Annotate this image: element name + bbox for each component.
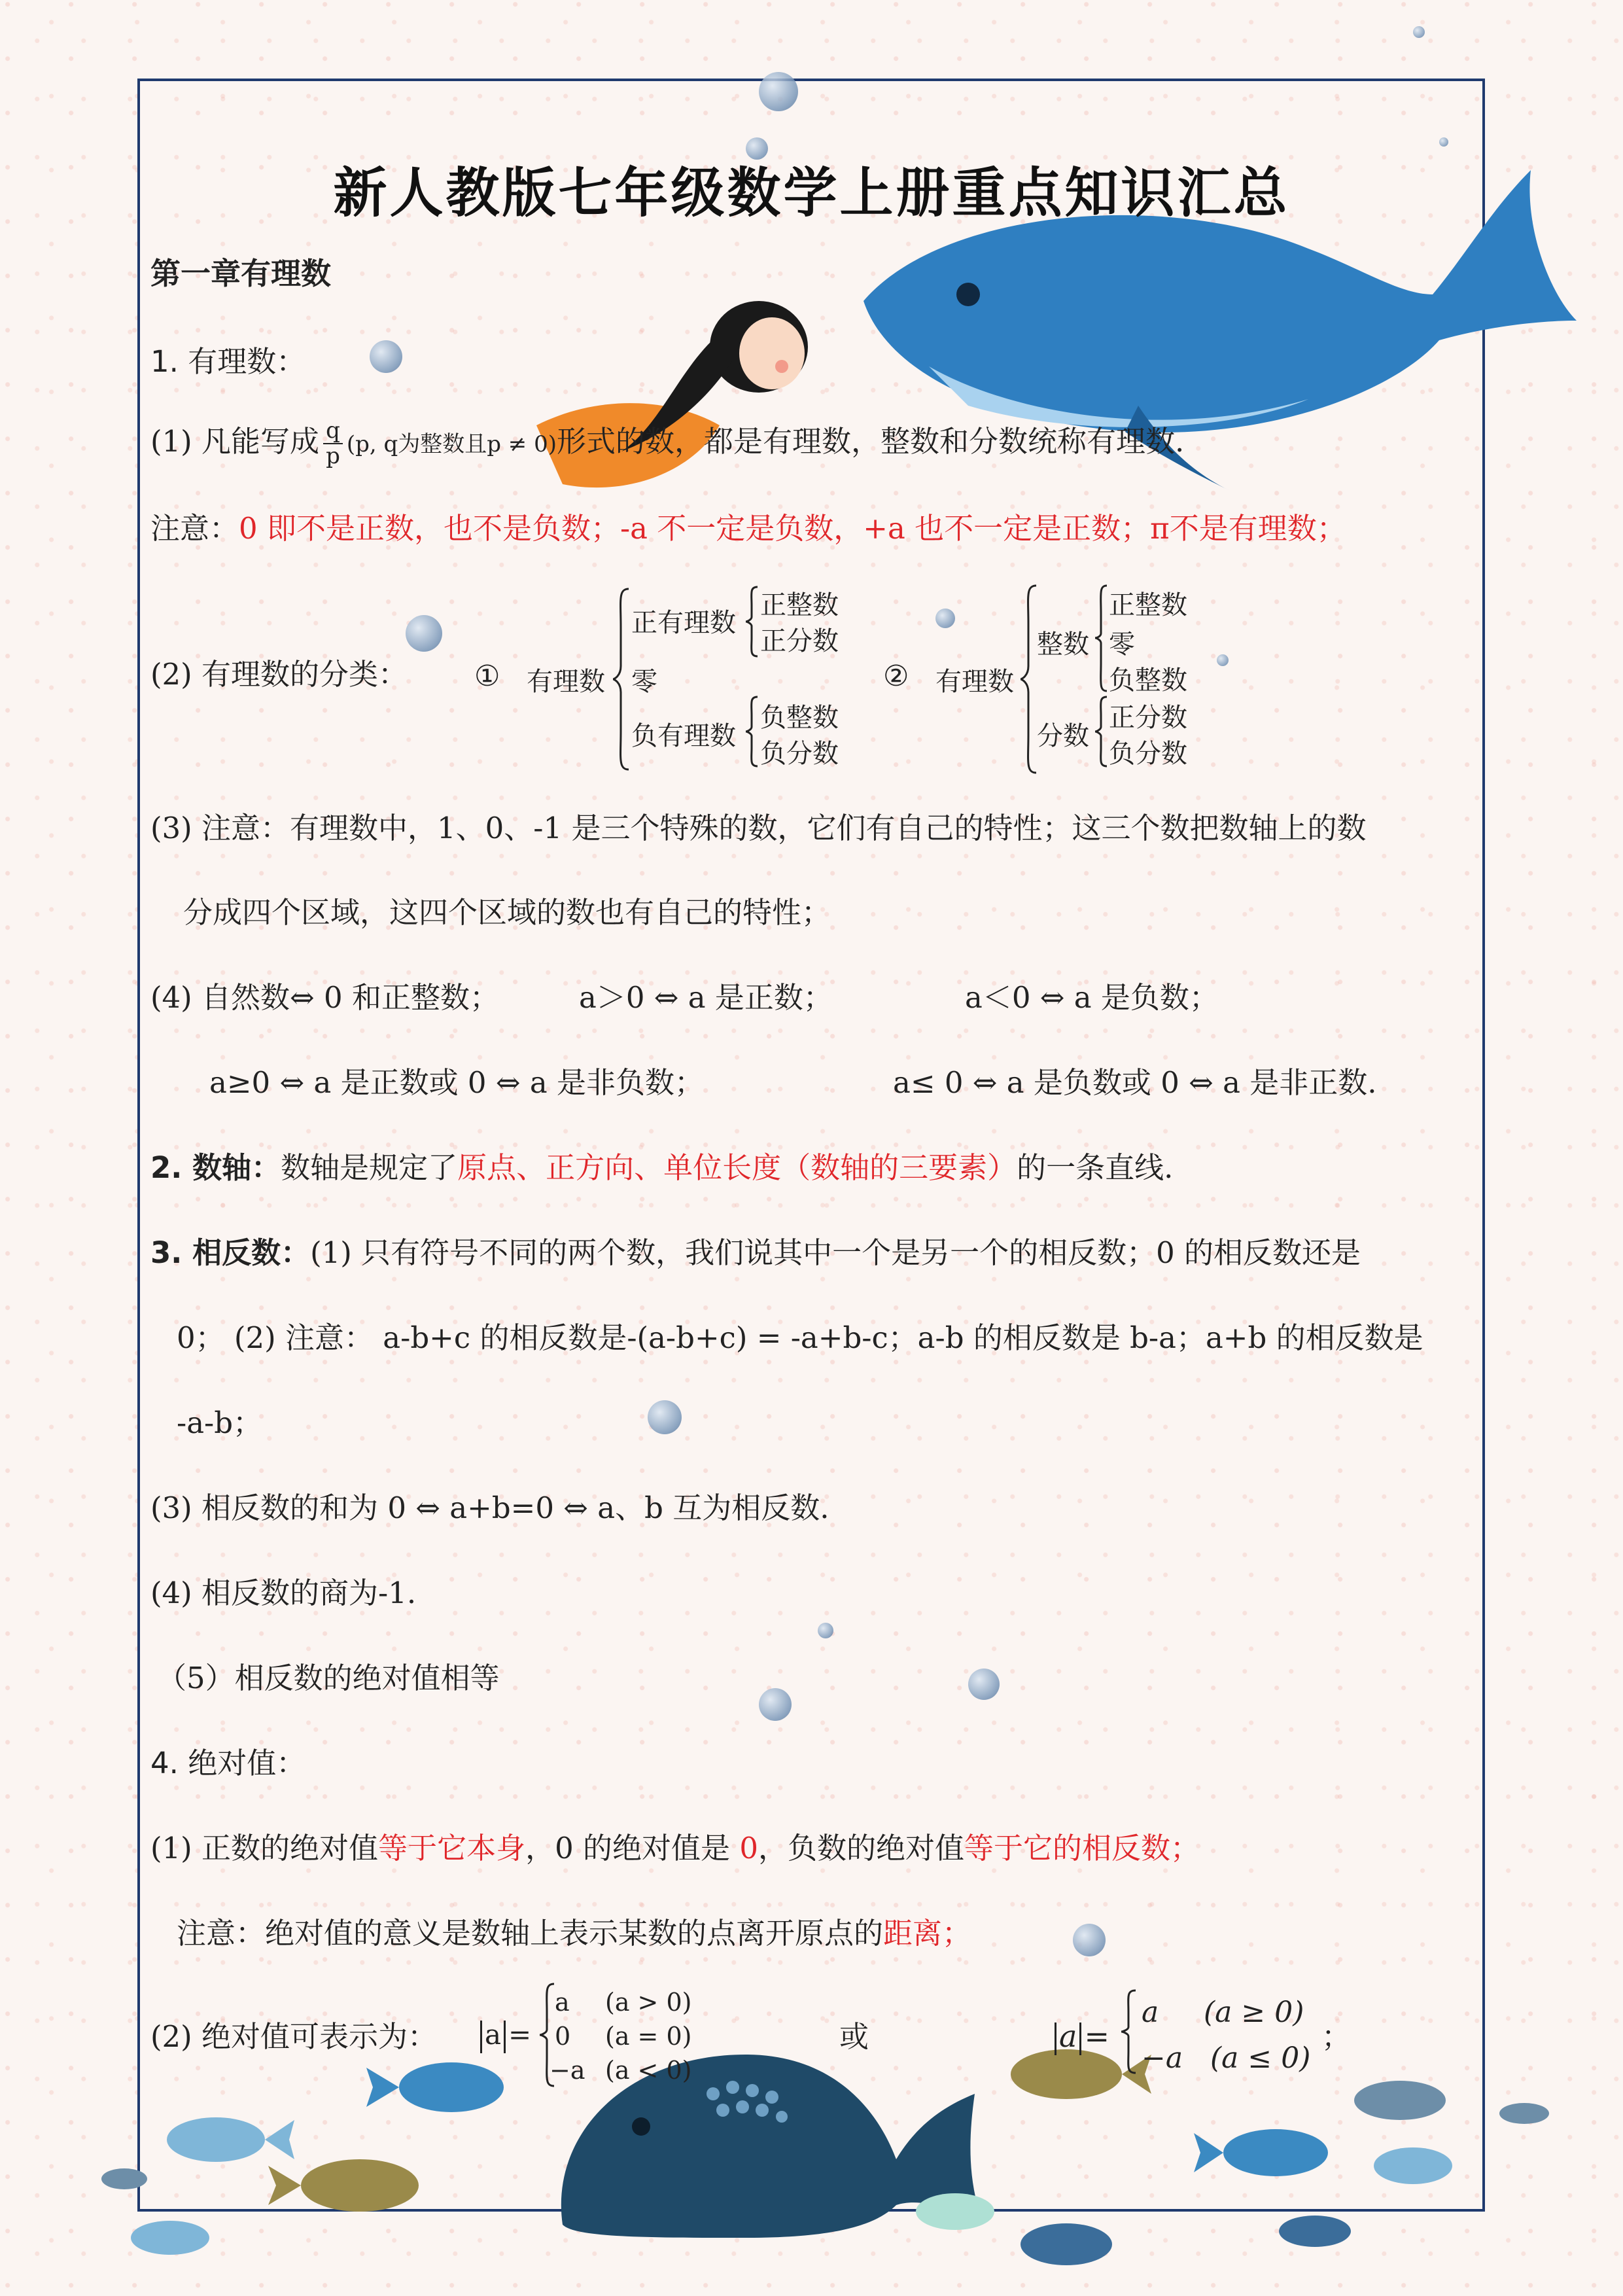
bubble-decoration	[1073, 1924, 1106, 1956]
classification-item: 负有理数	[631, 721, 736, 751]
bubble-decoration	[759, 1688, 792, 1721]
bubble-decoration	[818, 1623, 833, 1638]
variable: a	[1059, 2019, 1077, 2054]
bubble-decoration	[1439, 137, 1448, 147]
bubble-decoration	[370, 340, 402, 373]
text: 注意：绝对值的意义是数轴上表示某数的点离开原点的	[177, 1916, 884, 1951]
highlight-text: 距离；	[883, 1916, 972, 1951]
or-text: 或	[839, 2019, 869, 2054]
highlight-text: 0	[739, 1831, 758, 1865]
formula-value: 0	[555, 2022, 571, 2051]
paragraph: （5）相反数的绝对值相等	[157, 1661, 500, 1695]
classification-item: 负分数	[760, 739, 839, 769]
text: ，0 的绝对值是	[525, 1831, 740, 1865]
text: 的一条直线.	[1017, 1150, 1174, 1185]
section-heading: 1. 有理数：	[150, 344, 306, 379]
brace-icon	[1120, 1989, 1137, 2074]
paragraph: a＞0 ⇔ a 是正数；	[579, 980, 833, 1015]
formula-condition: (a = 0)	[605, 2022, 692, 2051]
formula-condition: (a > 0)	[605, 1988, 692, 2017]
bubble-decoration	[968, 1669, 1000, 1700]
paragraph: (2) 绝对值可表示为：	[150, 2019, 438, 2054]
classification-item: 零	[1109, 629, 1135, 660]
bubble-decoration	[648, 1400, 682, 1434]
classification-root: 有理数	[527, 667, 605, 697]
text: (1) 正数的绝对值	[150, 1831, 379, 1865]
classification-item: 负整数	[1109, 665, 1187, 696]
text: 形式的数，都是有理数，整数和分数统称有理数.	[557, 423, 1185, 459]
page-title: 新人教版七年级数学上册重点知识汇总	[333, 162, 1290, 224]
paragraph: (3) 注意：有理数中，1、0、-1 是三个特殊的数，它们有自己的特性；这三个数把数轴上的数	[150, 811, 1367, 845]
bubble-decoration	[935, 609, 955, 628]
classification-item: 正分数	[1109, 703, 1187, 733]
girl-illustration	[523, 275, 850, 523]
semicolon: ；	[1321, 2019, 1352, 2054]
paragraph: 分成四个区域，这四个区域的数也有自己的特性；	[183, 895, 831, 930]
brace-icon	[1019, 584, 1039, 774]
classification-number: ①	[474, 660, 500, 693]
classification-item: 分数	[1037, 721, 1089, 751]
chapter-heading: 第一章有理数	[150, 256, 331, 291]
bubble-decoration	[406, 615, 442, 652]
text: 数轴是规定了	[281, 1150, 458, 1185]
note-label: 注意：	[150, 511, 239, 546]
classification-root: 有理数	[935, 667, 1014, 697]
paragraph: a≤ 0 ⇔ a 是负数或 0 ⇔ a 是非正数.	[893, 1065, 1377, 1100]
formula-value: −a	[550, 2056, 585, 2085]
brace-icon	[744, 586, 759, 658]
note-line	[150, 511, 1346, 546]
paragraph	[177, 1916, 972, 1951]
highlight-text: 等于它的相反数；	[964, 1831, 1200, 1865]
condition-text: (p, q为整数且p ≠ 0)	[346, 431, 557, 457]
paragraph: a＜0 ⇔ a 是负数；	[965, 980, 1219, 1015]
formula-value: −a	[1142, 2041, 1183, 2075]
formula-value: a	[1142, 1996, 1159, 2029]
classification-item: 正整数	[760, 590, 839, 620]
paragraph: (3) 相反数的和为 0 ⇔ a+b=0 ⇔ a、b 互为相反数.	[150, 1491, 829, 1525]
classification-item: 整数	[1037, 629, 1089, 660]
bubble-decoration	[1217, 654, 1229, 666]
text: ，负数的绝对值	[758, 1831, 964, 1865]
variable: a	[485, 2019, 502, 2051]
classification-item: 负分数	[1109, 739, 1187, 769]
highlight-text: 等于它本身	[378, 1831, 526, 1865]
abs-formula-lhs: a =	[1052, 2019, 1109, 2055]
brace-icon	[744, 696, 759, 768]
formula-condition: (a ≥ 0)	[1204, 1996, 1304, 2029]
fraction-numerator: q	[323, 419, 343, 444]
paragraph: (4) 相反数的商为-1.	[150, 1576, 417, 1610]
classification-item: 正有理数	[631, 608, 736, 638]
classification-item: 零	[631, 667, 657, 697]
highlight-text: 原点、正方向、单位长度（数轴的三要素）	[457, 1150, 1017, 1185]
paragraph: -a-b；	[177, 1405, 263, 1440]
classification-label: (2) 有理数的分类：	[150, 657, 408, 692]
note-text: 0 即不是正数，也不是负数；-a 不一定是负数，+a 也不一定是正数；π不是有理数；	[239, 511, 1346, 546]
abs-formula-lhs: a =	[478, 2019, 531, 2053]
bubble-decoration	[759, 72, 798, 111]
text: (1) 凡能写成	[150, 423, 320, 459]
section-heading: 2. 数轴：	[150, 1150, 281, 1185]
classification-item: 正分数	[760, 626, 839, 656]
section-heading: 3. 相反数：	[150, 1235, 311, 1270]
fish-school-illustration	[85, 2015, 1557, 2290]
bubble-decoration	[1413, 26, 1425, 38]
formula-value: a	[555, 1988, 570, 2017]
paragraph	[150, 1235, 1361, 1270]
formula-condition: (a ≤ 0)	[1210, 2041, 1311, 2075]
brace-icon	[1094, 584, 1108, 692]
brace-icon	[1094, 696, 1108, 768]
section-heading: 4. 绝对值：	[150, 1746, 306, 1780]
brace-icon	[612, 588, 631, 771]
paragraph	[150, 1150, 1174, 1185]
paragraph: (4) 自然数⇔ 0 和正整数；	[150, 980, 499, 1015]
classification-number: ②	[883, 660, 909, 693]
classification-item: 正整数	[1109, 590, 1187, 620]
paragraph	[150, 1833, 1200, 1863]
formula-condition: (a < 0)	[605, 2056, 692, 2085]
paragraph: a≥0 ⇔ a 是正数或 0 ⇔ a 是非负数；	[209, 1065, 704, 1100]
text: (1) 只有符号不同的两个数，我们说其中一个是另一个的相反数；0 的相反数还是	[310, 1235, 1361, 1270]
fraction-denominator: p	[326, 443, 340, 470]
classification-item: 负整数	[760, 703, 839, 733]
paragraph: 0； (2) 注意： a-b+c 的相反数是-(a-b+c) = -a+b-c；a-b 的相反数是 b-a；a+b 的相反数是	[177, 1320, 1423, 1355]
paragraph	[150, 419, 1184, 469]
